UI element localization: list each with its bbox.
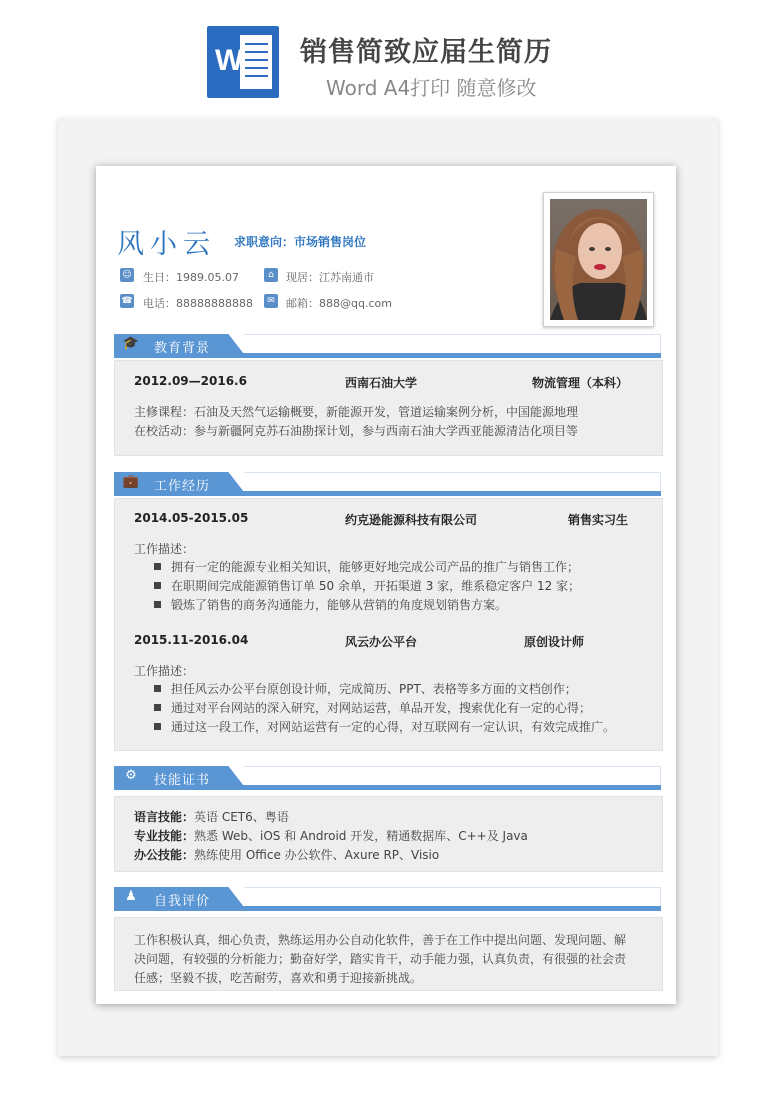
mail-icon: ✉ [264, 294, 278, 308]
person-icon: ♟ [125, 889, 137, 904]
work-section-header [114, 472, 661, 496]
self-evaluation-line: 工作积极认真，细心负责，熟练运用办公自动化软件，善于在工作中提出问题、发现问题、解 [134, 933, 627, 947]
section-title: 技能证书 [154, 773, 211, 788]
self-evaluation-line: 决问题，有较强的分析能力；勤奋好学，踏实肯干，动手能力强，认真负责，有很强的社会责 [134, 952, 627, 966]
job-bullet: 通过对平台网站的深入研究，对网站运营，单品开发，搜索优化有一定的心得； [154, 699, 591, 716]
logo-letter: W [215, 44, 244, 77]
section-title: 教育背景 [154, 341, 211, 356]
job-intent: 求职意向：市场销售岗位 [234, 235, 367, 249]
job-position: 原创设计师 [524, 635, 585, 649]
email-info: 邮箱：888@qq.com [286, 297, 392, 310]
word-logo-icon [207, 26, 279, 98]
section-title: 自我评价 [154, 894, 211, 909]
phone-icon: ☎ [121, 296, 133, 306]
education-activities: 在校活动：参与新疆阿克苏石油勘探计划，参与西南石油大学西亚能源清洁化项目等 [134, 424, 579, 438]
header-title: 销售简致应届生简历 [300, 37, 552, 68]
education-section-header [114, 334, 661, 358]
gear-icon: ⚙ [125, 768, 137, 783]
home-icon: ⌂ [264, 268, 278, 282]
job-period: 2014.05-2015.05 [134, 511, 249, 525]
job-bullet: 在职期间完成能源销售订单 50 余单，开拓渠道 3 家，维系稳定客户 12 家； [154, 577, 580, 594]
briefcase-icon: 💼 [122, 474, 140, 489]
job-desc-label: 工作描述： [134, 542, 195, 556]
education-school: 西南石油大学 [345, 376, 418, 390]
job-bullet: 通过这一段工作，对网站运营有一定的心得，对互联网有一定认识，有效完成推广。 [154, 718, 615, 735]
candidate-name: 风小云 [117, 229, 216, 260]
skill-item: 办公技能：熟练使用 Office 办公软件、Axure RP、Visio [134, 848, 440, 862]
header-subtitle: Word A4打印 随意修改 [326, 76, 537, 100]
skill-item: 专业技能：熟悉 Web、iOS 和 Android 开发，精通数据库、C++及 Java [134, 829, 528, 843]
self-evaluation-section-header [114, 887, 661, 911]
education-courses: 主修课程：石油及天然气运输概要，新能源开发，管道运输案例分析，中国能源地理 [134, 405, 579, 419]
job-period: 2015.11-2016.04 [134, 633, 249, 647]
profile-photo [543, 192, 654, 327]
section-title: 工作经历 [154, 479, 211, 494]
skills-section-header [114, 766, 661, 790]
graduation-cap-icon: 🎓 [122, 336, 140, 351]
self-evaluation-line: 任感；坚毅不拔，吃苦耐劳，喜欢和勇于迎接新挑战。 [134, 971, 423, 985]
user-icon: ☺ [120, 268, 134, 282]
job-company: 风云办公平台 [345, 635, 418, 649]
education-period: 2012.09—2016.6 [134, 374, 247, 388]
job-company: 约克逊能源科技有限公司 [345, 513, 478, 527]
residence-info: 现居：江苏南通市 [286, 271, 374, 284]
job-bullet: 锻炼了销售的商务沟通能力，能够从营销的角度规划销售方案。 [154, 596, 507, 613]
phone-info: 电话：88888888888 [143, 297, 253, 310]
job-position: 销售实习生 [568, 513, 629, 527]
job-bullet: 拥有一定的能源专业相关知识，能够更好地完成公司产品的推广与销售工作； [154, 558, 579, 575]
birth-info: 生日：1989.05.07 [143, 271, 239, 284]
job-desc-label: 工作描述： [134, 664, 195, 678]
education-major: 物流管理（本科） [532, 376, 629, 390]
skill-item: 语言技能：英语 CET6、粤语 [134, 810, 289, 824]
job-bullet: 担任风云办公平台原创设计师，完成简历、PPT、表格等多方面的文档创作； [154, 680, 577, 697]
document-header [0, 0, 774, 110]
